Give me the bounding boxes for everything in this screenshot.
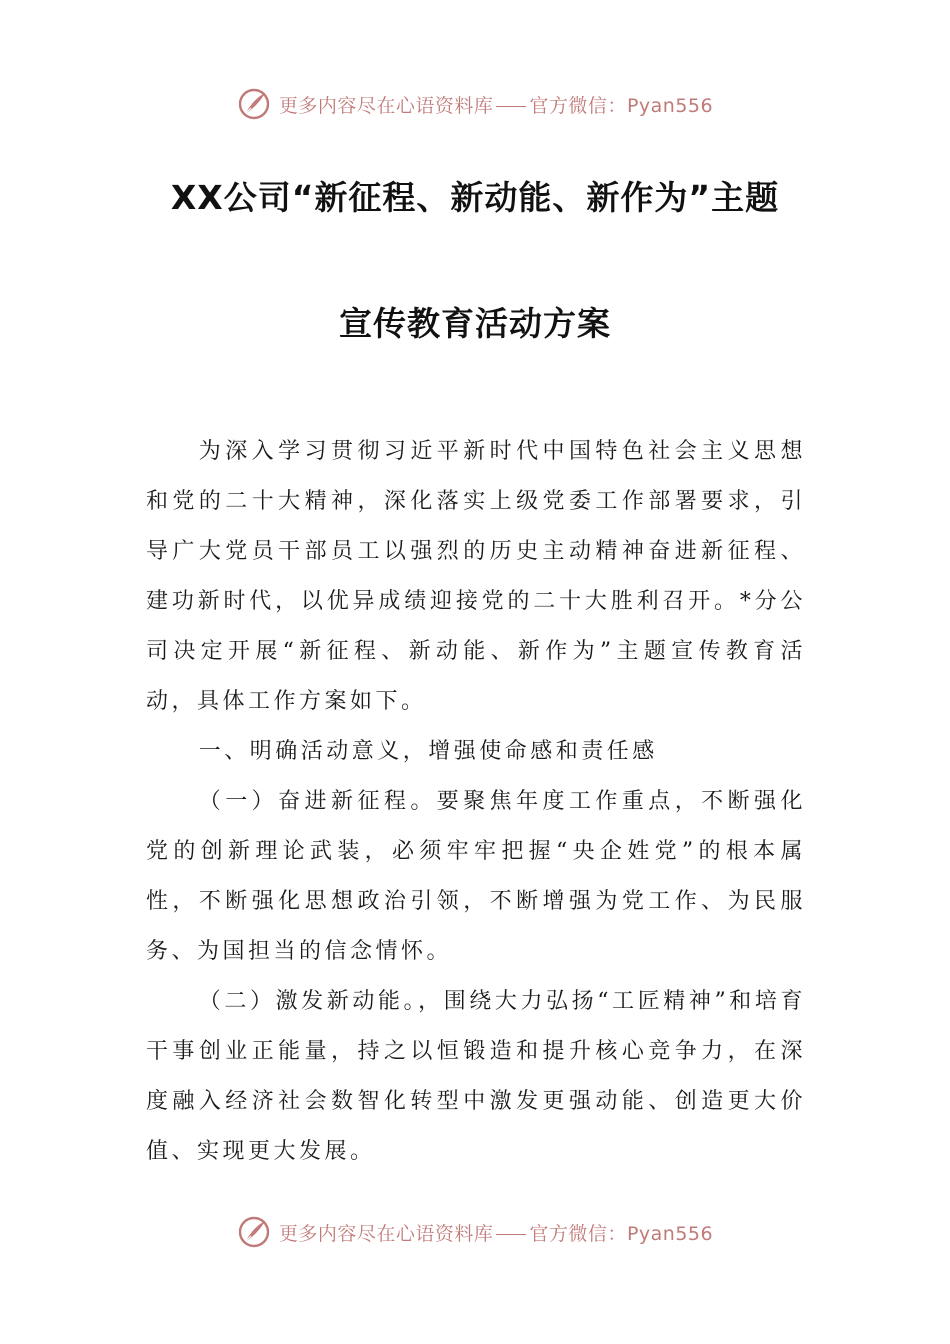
watermark-text xyxy=(279,1219,713,1246)
document-title-line-1: XX公司“新征程、新动能、新作为”主题 xyxy=(170,178,780,217)
watermark-separator xyxy=(496,106,526,107)
quill-logo-icon xyxy=(237,1215,271,1249)
watermark-slogan: 更多内容尽在心语资料库 xyxy=(278,94,494,117)
intro-paragraph: 为深入学习贯彻习近平新时代中国特色社会主义思想和党的二十大精神，深化落实上级党委工作部署要求，引导广大党员干部员工以强烈的历史主动精神奋进新征程、建功新时代，以优异成绩迎接党的二十大胜利召开。*分公司决定开展“新征程、新动能、新作为”主题宣传教育活动，具体工作方案如下。 xyxy=(146,439,806,714)
subsection-1-paragraph: （一）奋进新征程。要聚焦年度工作重点，不断强化党的创新理论武装，必须牢牢把握“央企姓党”的根本属性，不断强化思想政治引领，不断增强为党工作、为民服务、为国担当的信念情怀。 xyxy=(146,789,806,964)
subsection-2-paragraph: （二）激发新动能。，围绕大力弘扬“工匠精神”和培育干事创业正能量，持之以恒锻造和提升核心竞争力，在深度融入经济社会数智化转型中激发更强动能、创造更大价值、实现更大发展。 xyxy=(146,989,806,1164)
watermark-text xyxy=(279,91,713,118)
watermark-label: 官方微信： xyxy=(529,94,627,117)
watermark-footer xyxy=(0,1212,950,1252)
watermark-separator xyxy=(496,1234,526,1235)
watermark-header xyxy=(0,84,950,124)
document-title-line-2: 宣传教育活动方案 xyxy=(339,304,611,343)
document-body xyxy=(146,427,806,1177)
section-heading-1: 一、明确活动意义，增强使命感和责任感 xyxy=(198,739,658,764)
quill-logo-icon xyxy=(237,87,271,121)
watermark-label: 官方微信： xyxy=(529,1222,627,1245)
watermark-slogan: 更多内容尽在心语资料库 xyxy=(278,1222,494,1245)
watermark-wechat-id: Pyan556 xyxy=(626,1222,714,1245)
watermark-wechat-id: Pyan556 xyxy=(626,94,714,117)
